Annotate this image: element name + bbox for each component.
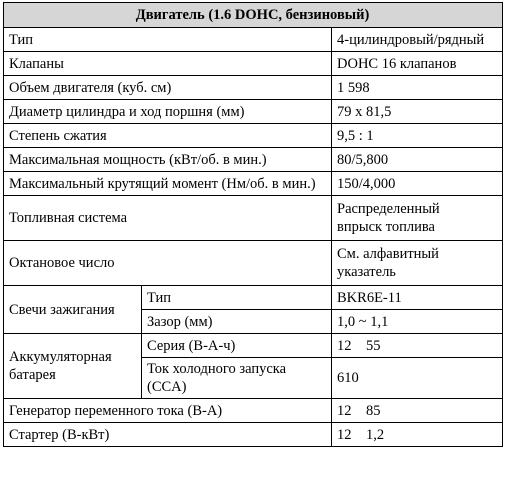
row-value: 150/4,000 <box>332 172 503 196</box>
sub-label: Ток холодного запуска (CCA) <box>142 358 332 399</box>
row-label: Клапаны <box>4 52 332 76</box>
row-value: 80/5,800 <box>332 148 503 172</box>
table-row <box>4 28 503 52</box>
row-value: 1 598 <box>332 76 503 100</box>
spec-table-container <box>3 2 503 447</box>
row-label: Стартер (В-кВт) <box>4 423 332 447</box>
row-label: Максимальный крутящий момент (Нм/об. в мин.) <box>4 172 332 196</box>
row-label: Топливная система <box>4 196 332 241</box>
table-row <box>4 100 503 124</box>
row-label: Максимальная мощность (кВт/об. в мин.) <box>4 148 332 172</box>
row-value: 1,0 ~ 1,1 <box>332 310 503 334</box>
sub-label: Серия (В-А-ч) <box>142 334 332 358</box>
sub-label: Зазор (мм) <box>142 310 332 334</box>
label-line: Аккумуляторная <box>9 349 112 365</box>
row-value: 610 <box>332 358 503 399</box>
row-label: Объем двигателя (куб. см) <box>4 76 332 100</box>
table-row <box>4 172 503 196</box>
table-row <box>4 286 503 310</box>
value-line: впрыск топлива <box>337 219 435 235</box>
table-row <box>4 423 503 447</box>
engine-spec-table <box>3 2 503 447</box>
group-label <box>4 334 142 399</box>
table-row <box>4 196 503 241</box>
row-label: Октановое число <box>4 241 332 286</box>
row-value <box>332 196 503 241</box>
table-row <box>4 399 503 423</box>
row-value: 4-цилиндровый/рядный <box>332 28 503 52</box>
table-row <box>4 148 503 172</box>
table-row <box>4 76 503 100</box>
row-value: 12 1,2 <box>332 423 503 447</box>
row-label: Тип <box>4 28 332 52</box>
group-label: Свечи зажигания <box>4 286 142 334</box>
table-row <box>4 124 503 148</box>
row-label: Диаметр цилиндра и ход поршня (мм) <box>4 100 332 124</box>
row-label: Генератор переменного тока (В-А) <box>4 399 332 423</box>
value-line: См. алфавитный <box>337 246 439 262</box>
value-line: Распределенный <box>337 201 440 217</box>
table-header-row <box>4 3 503 28</box>
row-label: Степень сжатия <box>4 124 332 148</box>
table-row <box>4 241 503 286</box>
row-value: 9,5 : 1 <box>332 124 503 148</box>
row-value <box>332 241 503 286</box>
row-value: 79 x 81,5 <box>332 100 503 124</box>
row-value: 12 55 <box>332 334 503 358</box>
sub-label: Тип <box>142 286 332 310</box>
label-line: батарея <box>9 367 56 383</box>
row-value: 12 85 <box>332 399 503 423</box>
row-value: DOHC 16 клапанов <box>332 52 503 76</box>
table-title: Двигатель (1.6 DOHC, бензиновый) <box>4 3 503 28</box>
table-row <box>4 334 503 358</box>
table-row <box>4 52 503 76</box>
row-value: BKR6E-11 <box>332 286 503 310</box>
value-line: указатель <box>337 264 396 280</box>
